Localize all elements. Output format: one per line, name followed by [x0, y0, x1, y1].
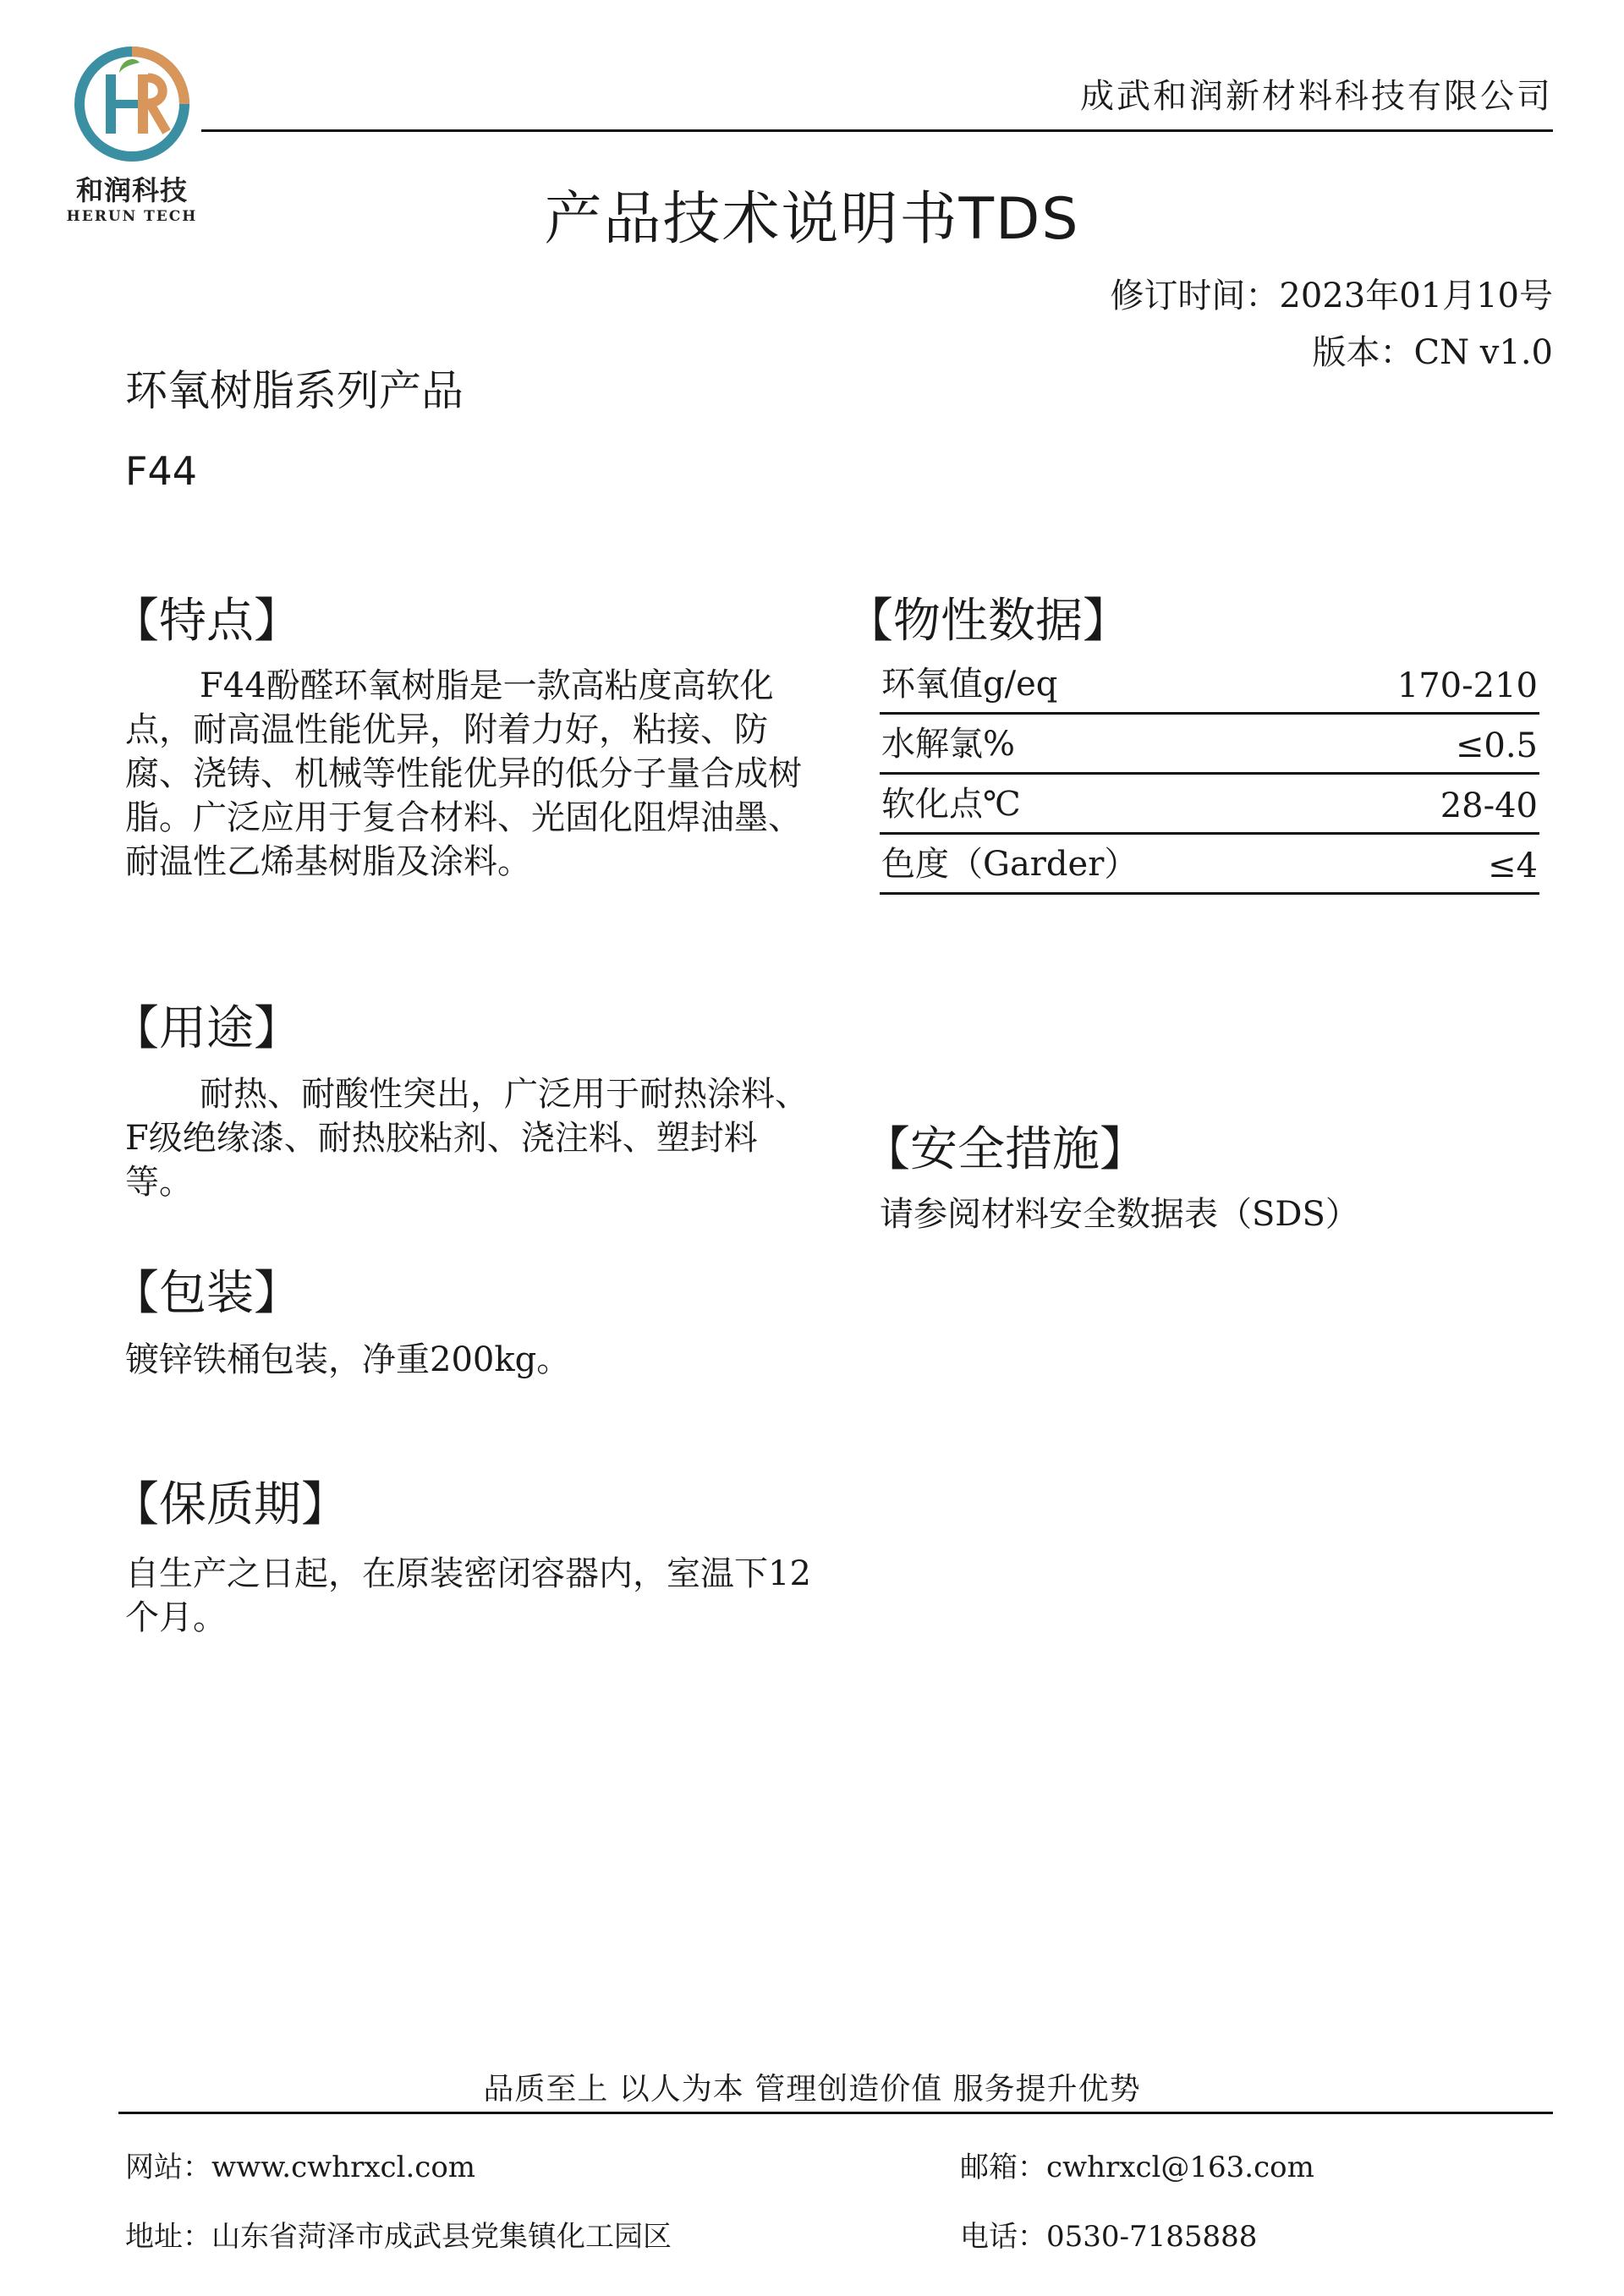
logo-english-name: HERUN TECH	[66, 208, 198, 225]
packaging-text: 镀锌铁桶包装，净重200kg。	[125, 1340, 571, 1379]
uses-text	[125, 1072, 819, 1204]
company-slogan: 品质至上 以人为本 管理创造价值 服务提升优势	[483, 2072, 1141, 2107]
product-series: 环氧树脂系列产品	[125, 366, 464, 415]
property-name: 环氧值g/eq	[881, 665, 1058, 704]
document-title: 产品技术说明书TDS	[544, 186, 1080, 253]
footer-divider	[118, 2112, 1553, 2114]
safety-text: 请参阅材料安全数据表（SDS）	[880, 1195, 1359, 1234]
packaging-heading: 【包装】	[112, 1266, 301, 1321]
property-row	[880, 658, 1539, 715]
property-value: ≤0.5	[1455, 726, 1538, 765]
property-row	[880, 778, 1539, 835]
address: 地址：山东省菏泽市成武县党集镇化工园区	[125, 2220, 672, 2254]
property-row	[880, 838, 1539, 895]
safety-heading: 【安全措施】	[863, 1122, 1147, 1177]
uses-body: 耐热、耐酸性突出，广泛用于耐热涂料、F级绝缘漆、耐热胶粘剂、浇注料、塑封料等。	[125, 1075, 809, 1202]
property-name: 色度（Garder）	[881, 845, 1138, 884]
property-name: 水解氯%	[881, 725, 1016, 764]
website: 网站：www.cwhrxcl.com	[125, 2151, 476, 2184]
header-divider	[201, 129, 1553, 132]
uses-heading: 【用途】	[112, 1001, 301, 1056]
property-value: ≤4	[1488, 847, 1538, 885]
property-name: 软化点℃	[881, 785, 1021, 824]
features-heading: 【特点】	[112, 594, 301, 649]
logo-chinese-name: 和润科技	[75, 174, 188, 206]
shelf-life-heading: 【保质期】	[112, 1477, 348, 1532]
properties-table	[880, 658, 1539, 898]
logo-mark-icon	[69, 41, 195, 167]
property-value: 28-40	[1440, 786, 1538, 825]
property-value: 170-210	[1396, 666, 1538, 705]
shelf-life-text: 自生产之日起，在原装密闭容器内，室温下12个月。	[125, 1554, 811, 1637]
email: 邮箱：cwhrxcl@163.com	[960, 2151, 1314, 2184]
company-name: 成武和润新材料科技有限公司	[1080, 77, 1553, 116]
features-body: F44酚醛环氧树脂是一款高粘度高软化点，耐高温性能优异，附着力好，粘接、防腐、浇铸、机械等性能优异的低分子量合成树脂。广泛应用于复合材料、光固化阻焊油墨、耐温性乙烯基树脂及涂料。	[125, 666, 802, 881]
revision-date: 修订时间：2023年01月10号	[1110, 277, 1553, 315]
document-version: 版本：CN v1.0	[1312, 333, 1553, 372]
product-model: F44	[125, 448, 197, 494]
phone: 电话：0530-7185888	[960, 2220, 1258, 2254]
properties-heading: 【物性数据】	[846, 594, 1130, 649]
features-text	[125, 664, 819, 884]
property-row	[880, 718, 1539, 775]
